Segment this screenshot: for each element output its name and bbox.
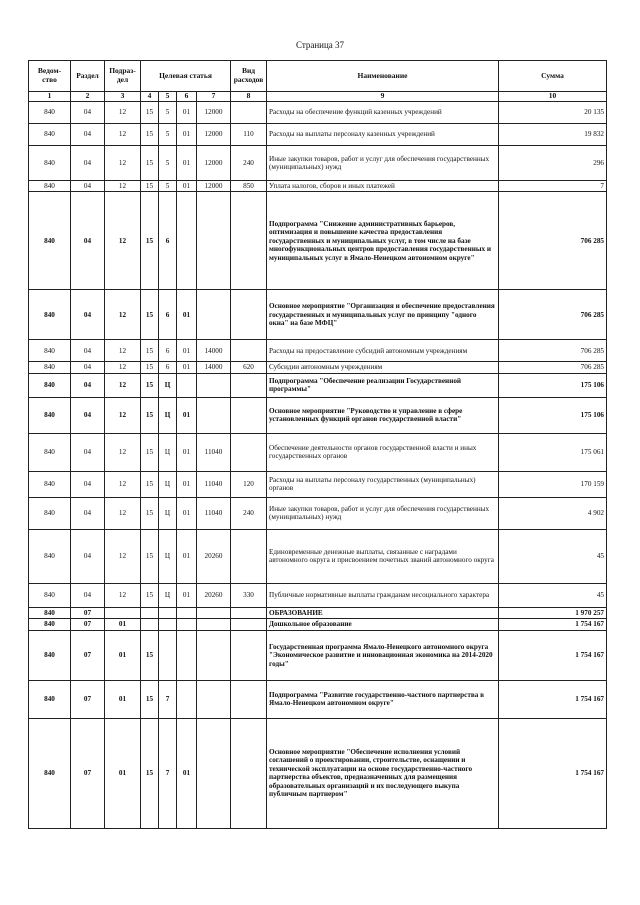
sum-cell: 45 xyxy=(499,583,607,607)
activity-code-cell xyxy=(177,630,197,680)
direction-code-cell xyxy=(197,397,231,433)
expense-type-cell xyxy=(231,397,267,433)
expense-type-cell: 240 xyxy=(231,146,267,181)
subprogram-code-cell: Ц xyxy=(159,397,177,433)
vedomstvo-cell: 840 xyxy=(29,181,71,192)
header-podrazdel: Подраз-дел xyxy=(105,61,141,92)
sum-cell: 1 970 257 xyxy=(499,607,607,618)
podrazdel-cell: 12 xyxy=(105,102,141,124)
subprogram-code-cell: Ц xyxy=(159,433,177,471)
vedomstvo-cell: 840 xyxy=(29,471,71,497)
sum-cell: 296 xyxy=(499,146,607,181)
direction-code-cell xyxy=(197,680,231,718)
expense-type-cell xyxy=(231,718,267,828)
sum-cell: 175 106 xyxy=(499,397,607,433)
vedomstvo-cell: 840 xyxy=(29,680,71,718)
program-code-cell: 15 xyxy=(141,471,159,497)
direction-code-cell xyxy=(197,192,231,290)
table-body xyxy=(29,102,607,829)
activity-code-cell: 01 xyxy=(177,340,197,362)
podrazdel-cell xyxy=(105,607,141,618)
activity-code-cell xyxy=(177,192,197,290)
vedomstvo-cell: 840 xyxy=(29,497,71,529)
table-row xyxy=(29,471,607,497)
activity-code-cell: 01 xyxy=(177,529,197,583)
podrazdel-cell: 12 xyxy=(105,290,141,340)
column-number-row xyxy=(29,92,607,102)
column-number: 4 xyxy=(141,92,159,102)
subprogram-code-cell: Ц xyxy=(159,497,177,529)
sum-cell: 706 285 xyxy=(499,290,607,340)
subprogram-code-cell: 6 xyxy=(159,290,177,340)
razdel-cell: 07 xyxy=(71,630,105,680)
podrazdel-cell: 12 xyxy=(105,471,141,497)
expense-type-cell: 110 xyxy=(231,124,267,146)
vedomstvo-cell: 840 xyxy=(29,102,71,124)
podrazdel-cell: 12 xyxy=(105,373,141,397)
razdel-cell: 04 xyxy=(71,124,105,146)
name-cell: Подпрограмма "Снижение административных барьеров, оптимизация и повышение качества предоставления государственных и муниципальных услуг, в том числе на базе многофункциональных центров предоставления государственных и муниципальных услуг в Ямало-Ненецком автономном округе" xyxy=(267,192,499,290)
podrazdel-cell: 12 xyxy=(105,497,141,529)
expense-type-cell xyxy=(231,102,267,124)
sum-cell: 706 285 xyxy=(499,362,607,373)
activity-code-cell: 01 xyxy=(177,146,197,181)
podrazdel-cell: 01 xyxy=(105,619,141,630)
podrazdel-cell: 01 xyxy=(105,680,141,718)
table-row xyxy=(29,619,607,630)
podrazdel-cell: 12 xyxy=(105,529,141,583)
podrazdel-cell: 12 xyxy=(105,433,141,471)
name-cell: Расходы на выплаты персоналу государственных (муниципальных) органов xyxy=(267,471,499,497)
program-code-cell: 15 xyxy=(141,373,159,397)
vedomstvo-cell: 840 xyxy=(29,373,71,397)
table-row xyxy=(29,181,607,192)
name-cell: Основное мероприятие "Руководство и управление в сфере установленных функций органов государственной власти" xyxy=(267,397,499,433)
sum-cell: 7 xyxy=(499,181,607,192)
program-code-cell: 15 xyxy=(141,680,159,718)
direction-code-cell: 20260 xyxy=(197,583,231,607)
table-row xyxy=(29,497,607,529)
subprogram-code-cell xyxy=(159,607,177,618)
column-number: 7 xyxy=(197,92,231,102)
sum-cell: 19 832 xyxy=(499,124,607,146)
direction-code-cell xyxy=(197,630,231,680)
podrazdel-cell: 12 xyxy=(105,124,141,146)
column-number: 2 xyxy=(71,92,105,102)
program-code-cell: 15 xyxy=(141,362,159,373)
vedomstvo-cell: 840 xyxy=(29,529,71,583)
program-code-cell: 15 xyxy=(141,102,159,124)
subprogram-code-cell: 6 xyxy=(159,362,177,373)
program-code-cell: 15 xyxy=(141,340,159,362)
name-cell: Расходы на обеспечение функций казенных учреждений xyxy=(267,102,499,124)
subprogram-code-cell: 6 xyxy=(159,192,177,290)
expense-type-cell: 120 xyxy=(231,471,267,497)
name-cell: Уплата налогов, сборов и иных платежей xyxy=(267,181,499,192)
razdel-cell: 04 xyxy=(71,146,105,181)
header-celevaya-statya: Целевая статья xyxy=(141,61,231,92)
header-vid-rashodov: Вид расходов xyxy=(231,61,267,92)
sum-cell: 706 285 xyxy=(499,340,607,362)
direction-code-cell: 12000 xyxy=(197,146,231,181)
activity-code-cell: 01 xyxy=(177,497,197,529)
activity-code-cell: 01 xyxy=(177,181,197,192)
vedomstvo-cell: 840 xyxy=(29,192,71,290)
direction-code-cell: 14000 xyxy=(197,362,231,373)
table-row xyxy=(29,607,607,618)
direction-code-cell: 14000 xyxy=(197,340,231,362)
table-row xyxy=(29,397,607,433)
direction-code-cell: 12000 xyxy=(197,102,231,124)
column-number: 9 xyxy=(267,92,499,102)
table-row xyxy=(29,529,607,583)
activity-code-cell xyxy=(177,619,197,630)
table-row xyxy=(29,583,607,607)
activity-code-cell xyxy=(177,680,197,718)
sum-cell: 175 061 xyxy=(499,433,607,471)
name-cell: Расходы на выплаты персоналу казенных учреждений xyxy=(267,124,499,146)
header-summa: Сумма xyxy=(499,61,607,92)
subprogram-code-cell: 5 xyxy=(159,181,177,192)
activity-code-cell: 01 xyxy=(177,124,197,146)
vedomstvo-cell: 840 xyxy=(29,607,71,618)
table-row xyxy=(29,362,607,373)
podrazdel-cell: 12 xyxy=(105,362,141,373)
program-code-cell: 15 xyxy=(141,146,159,181)
sum-cell: 4 902 xyxy=(499,497,607,529)
razdel-cell: 04 xyxy=(71,529,105,583)
subprogram-code-cell: Ц xyxy=(159,373,177,397)
activity-code-cell: 01 xyxy=(177,397,197,433)
razdel-cell: 07 xyxy=(71,680,105,718)
vedomstvo-cell: 840 xyxy=(29,146,71,181)
expense-type-cell xyxy=(231,680,267,718)
expense-type-cell: 850 xyxy=(231,181,267,192)
sum-cell: 1 754 167 xyxy=(499,619,607,630)
table-row xyxy=(29,146,607,181)
program-code-cell: 15 xyxy=(141,124,159,146)
expense-type-cell xyxy=(231,619,267,630)
name-cell: Обеспечение деятельности органов государственной власти и иных государственных органов xyxy=(267,433,499,471)
direction-code-cell xyxy=(197,290,231,340)
table-row xyxy=(29,340,607,362)
activity-code-cell: 01 xyxy=(177,718,197,828)
razdel-cell: 04 xyxy=(71,433,105,471)
name-cell: Государственная программа Ямало-Ненецкого автономного округа "Экономическое развитие и инновационная экономика на 2014-2020 годы" xyxy=(267,630,499,680)
subprogram-code-cell: 7 xyxy=(159,718,177,828)
budget-table xyxy=(28,60,607,829)
table-row xyxy=(29,433,607,471)
activity-code-cell: 01 xyxy=(177,290,197,340)
expense-type-cell xyxy=(231,529,267,583)
name-cell: ОБРАЗОВАНИЕ xyxy=(267,607,499,618)
expense-type-cell: 240 xyxy=(231,497,267,529)
table-row xyxy=(29,718,607,828)
column-number: 3 xyxy=(105,92,141,102)
direction-code-cell xyxy=(197,718,231,828)
podrazdel-cell: 12 xyxy=(105,583,141,607)
name-cell: Подпрограмма "Развитие государственно-частного партнерства в Ямало-Ненецком автономном округе" xyxy=(267,680,499,718)
subprogram-code-cell: 5 xyxy=(159,146,177,181)
table-row xyxy=(29,124,607,146)
podrazdel-cell: 12 xyxy=(105,181,141,192)
program-code-cell: 15 xyxy=(141,583,159,607)
program-code-cell xyxy=(141,619,159,630)
vedomstvo-cell: 840 xyxy=(29,290,71,340)
name-cell: Субсидии автономным учреждениям xyxy=(267,362,499,373)
program-code-cell: 15 xyxy=(141,497,159,529)
table-row xyxy=(29,192,607,290)
table-row xyxy=(29,102,607,124)
program-code-cell xyxy=(141,607,159,618)
sum-cell: 175 106 xyxy=(499,373,607,397)
column-number: 6 xyxy=(177,92,197,102)
direction-code-cell: 12000 xyxy=(197,181,231,192)
razdel-cell: 07 xyxy=(71,619,105,630)
vedomstvo-cell: 840 xyxy=(29,619,71,630)
expense-type-cell: 620 xyxy=(231,362,267,373)
activity-code-cell: 01 xyxy=(177,433,197,471)
name-cell: Единовременные денежные выплаты, связанные с наградами автономного округа и присвоением почетных званий автономного округа xyxy=(267,529,499,583)
program-code-cell: 15 xyxy=(141,718,159,828)
program-code-cell: 15 xyxy=(141,397,159,433)
podrazdel-cell: 12 xyxy=(105,397,141,433)
expense-type-cell xyxy=(231,373,267,397)
direction-code-cell xyxy=(197,619,231,630)
sum-cell: 20 135 xyxy=(499,102,607,124)
activity-code-cell: 01 xyxy=(177,583,197,607)
razdel-cell: 04 xyxy=(71,471,105,497)
razdel-cell: 04 xyxy=(71,181,105,192)
vedomstvo-cell: 840 xyxy=(29,630,71,680)
vedomstvo-cell: 840 xyxy=(29,362,71,373)
razdel-cell: 04 xyxy=(71,290,105,340)
vedomstvo-cell: 840 xyxy=(29,397,71,433)
razdel-cell: 07 xyxy=(71,718,105,828)
page-number-label: Страница 37 xyxy=(295,40,345,50)
name-cell: Дошкольное образование xyxy=(267,619,499,630)
direction-code-cell: 11040 xyxy=(197,433,231,471)
direction-code-cell xyxy=(197,607,231,618)
razdel-cell: 04 xyxy=(71,192,105,290)
program-code-cell: 15 xyxy=(141,181,159,192)
razdel-cell: 04 xyxy=(71,373,105,397)
program-code-cell: 15 xyxy=(141,290,159,340)
program-code-cell: 15 xyxy=(141,630,159,680)
name-cell: Иные закупки товаров, работ и услуг для обеспечения государственных (муниципальных) нужд xyxy=(267,146,499,181)
subprogram-code-cell xyxy=(159,619,177,630)
table-row xyxy=(29,290,607,340)
header-vedomstvo: Ведом-ство xyxy=(29,61,71,92)
direction-code-cell: 11040 xyxy=(197,497,231,529)
vedomstvo-cell: 840 xyxy=(29,340,71,362)
activity-code-cell: 01 xyxy=(177,471,197,497)
activity-code-cell: 01 xyxy=(177,362,197,373)
podrazdel-cell: 01 xyxy=(105,630,141,680)
expense-type-cell: 330 xyxy=(231,583,267,607)
razdel-cell: 04 xyxy=(71,340,105,362)
razdel-cell: 04 xyxy=(71,102,105,124)
sum-cell: 45 xyxy=(499,529,607,583)
sum-cell: 1 754 167 xyxy=(499,630,607,680)
header-naimenovanie: Наименование xyxy=(267,61,499,92)
subprogram-code-cell: Ц xyxy=(159,471,177,497)
column-number: 8 xyxy=(231,92,267,102)
column-number: 1 xyxy=(29,92,71,102)
header-razdel: Раздел xyxy=(71,61,105,92)
expense-type-cell xyxy=(231,290,267,340)
name-cell: Иные закупки товаров, работ и услуг для обеспечения государственных (муниципальных) нужд xyxy=(267,497,499,529)
expense-type-cell xyxy=(231,340,267,362)
podrazdel-cell: 12 xyxy=(105,146,141,181)
expense-type-cell xyxy=(231,192,267,290)
table-row xyxy=(29,630,607,680)
table-row xyxy=(29,680,607,718)
sum-cell: 1 754 167 xyxy=(499,680,607,718)
podrazdel-cell: 12 xyxy=(105,340,141,362)
direction-code-cell xyxy=(197,373,231,397)
table-row xyxy=(29,373,607,397)
vedomstvo-cell: 840 xyxy=(29,433,71,471)
expense-type-cell xyxy=(231,630,267,680)
program-code-cell: 15 xyxy=(141,529,159,583)
subprogram-code-cell: Ц xyxy=(159,583,177,607)
sum-cell: 706 285 xyxy=(499,192,607,290)
razdel-cell: 04 xyxy=(71,362,105,373)
sum-cell: 1 754 167 xyxy=(499,718,607,828)
razdel-cell: 07 xyxy=(71,607,105,618)
column-number: 10 xyxy=(499,92,607,102)
name-cell: Публичные нормативные выплаты гражданам несоциального характера xyxy=(267,583,499,607)
podrazdel-cell: 12 xyxy=(105,192,141,290)
expense-type-cell xyxy=(231,607,267,618)
name-cell: Основное мероприятие "Организация и обеспечение предоставления государственных и муниципальных услуг по принципу "одного окна" на базе МФЦ" xyxy=(267,290,499,340)
subprogram-code-cell: 6 xyxy=(159,340,177,362)
sum-cell: 170 159 xyxy=(499,471,607,497)
subprogram-code-cell xyxy=(159,630,177,680)
column-number: 5 xyxy=(159,92,177,102)
expense-type-cell xyxy=(231,433,267,471)
name-cell: Подпрограмма "Обеспечение реализации Государственной программы" xyxy=(267,373,499,397)
subprogram-code-cell: 7 xyxy=(159,680,177,718)
vedomstvo-cell: 840 xyxy=(29,583,71,607)
name-cell: Основное мероприятие "Обеспечение исполнения условий соглашений о проектировании, строительстве, оснащении и технической эксплуатации на основе государственно-частного партнерства объектов, предназначенных для размещения образовательных организаций и их последующего выкупа публичным партнером" xyxy=(267,718,499,828)
direction-code-cell: 20260 xyxy=(197,529,231,583)
direction-code-cell: 12000 xyxy=(197,124,231,146)
activity-code-cell xyxy=(177,373,197,397)
razdel-cell: 04 xyxy=(71,583,105,607)
podrazdel-cell: 01 xyxy=(105,718,141,828)
activity-code-cell xyxy=(177,607,197,618)
vedomstvo-cell: 840 xyxy=(29,718,71,828)
activity-code-cell: 01 xyxy=(177,102,197,124)
direction-code-cell: 11040 xyxy=(197,471,231,497)
razdel-cell: 04 xyxy=(71,397,105,433)
subprogram-code-cell: 5 xyxy=(159,102,177,124)
program-code-cell: 15 xyxy=(141,192,159,290)
vedomstvo-cell: 840 xyxy=(29,124,71,146)
subprogram-code-cell: 5 xyxy=(159,124,177,146)
name-cell: Расходы на предоставление субсидий автономным учреждениям xyxy=(267,340,499,362)
program-code-cell: 15 xyxy=(141,433,159,471)
subprogram-code-cell: Ц xyxy=(159,529,177,583)
razdel-cell: 04 xyxy=(71,497,105,529)
table-header-row xyxy=(29,61,607,92)
